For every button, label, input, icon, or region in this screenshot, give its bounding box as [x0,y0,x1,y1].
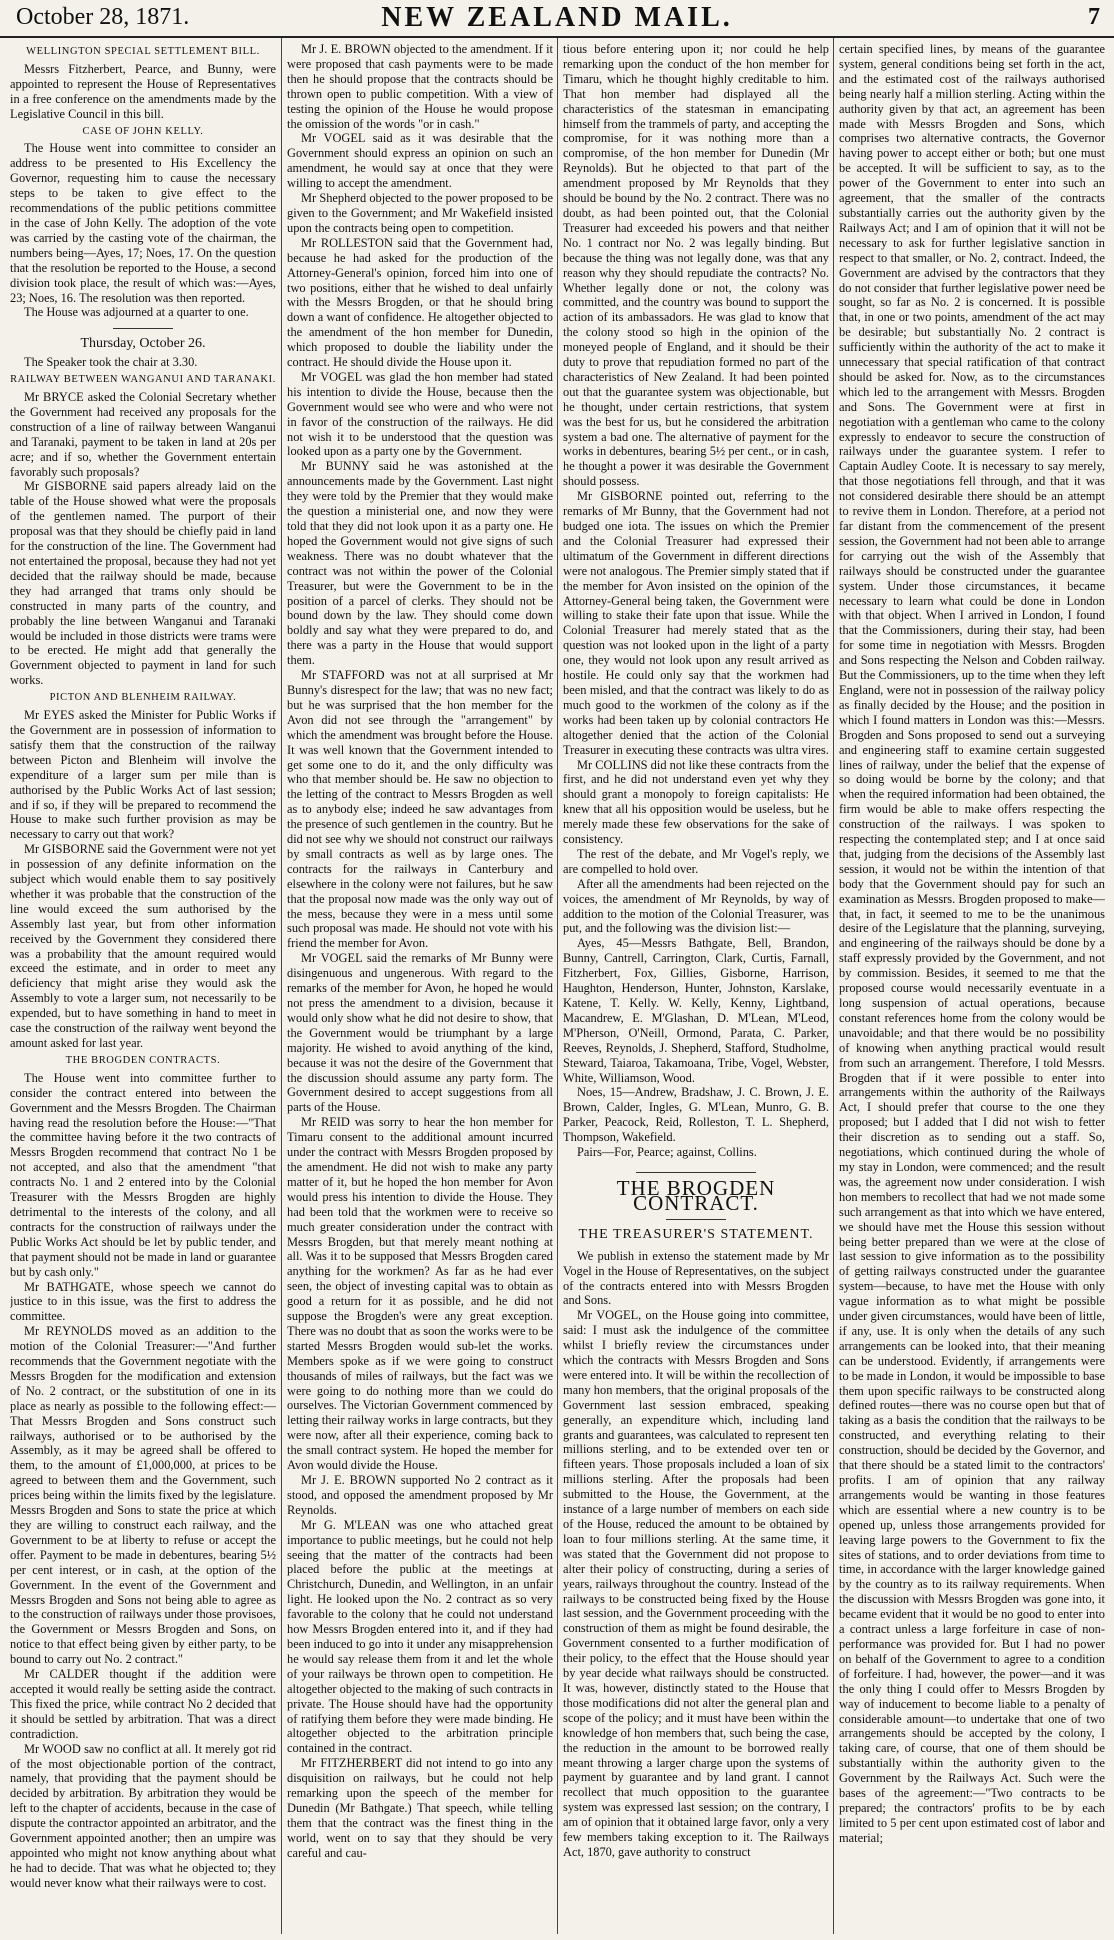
paragraph: tious before entering upon it; nor could he help remarking upon the conduct of the hon member for Timaru, which he thought highly creditable to him. That hon member had displayed all the characteristics of the statesman in emancipating himself from the trammels of party, and accepting the compromise, for it was nothing more than a compromise, of the hon member for Dunedin (Mr Reynolds). But he objected to that part of the amendment proposed by Mr Reynolds that they should be bound by the No. 2 contract. There was no doubt, as had been pointed out, that the Colonial Treasurer had exceeded his powers and that neither No. 1 contract nor No. 2 was legally binding. But because the thing was not legally done, was that any reason why they should repudiate the contracts? No. Whether legally done or not, the colony was committed, and the country was bound to support the action of its ambassadors. He was glad to know that the colony stood so high in the opinion of the moneyed people of England, and it should be their duty to prove that repudiation formed no part of the characteristics of New Zealand. It had been pointed out that the guarantee system was objectionable, but he thought, under certain restrictions, that system was the best for us, but he considered the arbitration system a bad one. The alternative of payment for the works in debentures, bearing 5½ per cent., or in cash, he thought a power it was desirable the Government should possess. [563,42,829,489]
section-heading: THE BROGDEN CONTRACTS. [65,1054,221,1066]
paragraph: Mr STAFFORD was not at all surprised at Mr Bunny's disrespect for the law; that was no new fact; but he was surprised that the hon member for the Avon did not see through the "arrangement" by which the amendment was brought before the House. It was well known that the Government intended to get some one to do it, and the only difficulty was who that member should be. He saw no objection to the letting of the contract to Messrs Brogden as well as to anybody else; indeed he saw advantages from the presence of such gentlemen in the country. But he did not see why we should not construct our railways by small contracts as well as by large ones. The contracts for the railways in Canterbury and elsewhere in the colony were not failures, but he saw that the proposal now made was the only way out of the mess, because they were in a mess until some such proposal was made. He should not vote with his friend the member for Avon. [287,668,553,951]
paragraph: Mr COLLINS did not like these contracts from the first, and he did not understand even yet why they should grant a monopoly to foreign capitalists: He knew that all his opposition would be useless, but he merely made these few observations for the sake of consistency. [563,757,829,847]
separator-rule [636,1172,756,1173]
paragraph: Mr GISBORNE said the Government were not yet in possession of any definite information on the subject which would enable them to say positively whether it was probable that the construction of the line would exceed the sum authorised by the Assembly last year, but from other information received by the Government they considered there was a probability that the amount required would exceed the estimate, and in order to meet any deficiency that might arise they would ask the Assembly to vote a larger sum, not necessarily to be expended, but to have something in hand to meet in case the construction of the railway went beyond the amount asked for last year. [10,842,276,1050]
paragraph: Mr BUNNY said he was astonished at the announcements made by the Government. Last night they were told by the Premier that they would make the question a ministerial one, and now they were told that they did not look upon it as a party one. He hoped the Government would not give signs of such weakness. There was no doubt whatever that the contract was not within the power of the Colonial Treasurer, but were the Government to be in the position of a parcel of clerks. They should not be bound down by the law. They should come down boldly and say what they were prepared to do, and there was a party in the House that would support them. [287,459,553,668]
paragraph: After all the amendments had been rejected on the voices, the amendment of Mr Reynolds, by way of addition to the motion of the Colonial Treasurer, was put, and the following was the division list:— [563,876,829,936]
paragraph: Mr CALDER thought if the addition were accepted it would really be setting aside the contract. This fixed the price, while contract No 2 decided that it should be settled by arbitration. That was a direct contradiction. [10,1667,276,1741]
paragraph: The House went into committee further to consider the contract entered into between the Government and the Messrs Brogden. The Chairman having read the resolution before the House:—"That the committee having before it the two contracts of Messrs Brogden recommend that contract No 1 be not accepted, and also that the amendment "that contracts No. 1 and 2 entered into by the Colonial Treasurer with the Messrs Brogden are highly detrimental to the interests of the colony, and all contracts for the construction of railways under the Public Works Act should be let by public tender, and that payment should not be made in land or guarantee but by cash only." [10,1070,276,1279]
paragraph: Mr VOGEL was glad the hon member had stated his intention to divide the House, because then the Government would see who were and who were not in favor of the construction of the railways. He did not wish it to be understood that the question was looked upon as a party one by the Government. [287,369,553,459]
paragraph: The Speaker took the chair at 3.30. [24,355,198,370]
section-heading: RAILWAY BETWEEN WANGANUI AND TARANAKI. [10,374,276,386]
paragraph: Mr Shepherd objected to the power proposed to be given to the Government; and Mr Wakefield insisted upon the contracts being open to competition. [287,191,553,235]
paragraph: Mr WOOD saw no conflict at all. It merely got rid of the most objectionable portion of the contract, namely, that providing that the payment should be decided by arbitration. By arbitration they would be left to the chapter of accidents, because in the case of dispute the contractor appointed an arbitrator, and the Government appointed another; then an umpire was appointed who might not know anything about what he had to decide. That was what he objected to; they would never know what their railways were to cost. [10,1741,276,1890]
paragraph: The House went into committee to consider an address to be presented to His Excellency the Governor, requesting him to cause the necessary steps to be taken to give effect to the recommendations of the public petitions committee in the case of John Kelly. The adoption of the vote was carried by the casting vote of the chairman, the numbers being—Ayes, 17; Noes, 17. On the question that the resolution be reported to the House, a second division took place, the result of which was:—Ayes, 23; Noes, 16. The resolution was then reported. [10,141,276,305]
masthead [0,0,1114,38]
column-rule [281,38,282,1934]
section-heading: PICTON AND BLENHEIM RAILWAY. [49,692,237,704]
column-rule [557,38,558,1934]
paragraph: certain specified lines, by means of the guarantee system, general conditions being set forth in the act, and the estimated cost of the railways authorised being nearly half a million sterling. Acting within the authority given by that act, an agreement has been made with Messrs Brogden and Sons, which comprises two alternative contracts, the Governor having power to accept either or both; but one must be accepted. It will be sufficient to say, as to the power of the Government to enter into such an agreement, that the smaller of the contracts substantially carries out the authority given by the Railways Act; and I am of opinion that it will not be necessary to ask for further legislative sanction in respect to that smaller, or No. 2, contract. Indeed, the Government are advised by the contractors that they do not consider that further legislative power need be sought, so far as No. 2 is concerned. It is possible that, in one or two points, amendment of the act may be desirable; but substantially No. 2 contract is sufficiently within the authority of the act to make it unnecessary that special ratification of that contract should be asked for. Now, as to the circumstances which led to the arrangement with Messrs. Brogden and Sons. The Government were at first in negotiation with a gentleman who came to the colony expressly to endeavor to secure the construction of railways under the guarantee system. I refer to Captain Audley Coote. It is necessary to say merely, that those negotiations fell through, and that it was not considered desirable there should be an attempt to revive them in London. Therefore, at a period not far distant from the commencement of the present session, the Government had not been able to arrange for carrying out the wish of the Assembly that railways should be constructed under the guarantee system. Under those circumstances, it became necessary to learn what could be done in London with that object. When I arrived in London, I found that the Commissioners, during their stay, had been for some time in negotiation with Messrs. Brogden and Sons respecting the Nelson and Cobden railway. But the Commissioners, up to the time when they left England, were not in possession of the railway policy as finally decided by the House; and the position in which I found matters in London was this:—Messrs. Brogden and Sons proposed to send out a surveying and engineering staff to examine certain suggested lines of railway, under the belief that the expense of so doing would be borne by the colony; and that when the required information had been obtained, the firm would be able to make offers respecting the construction of the railways. I was spoken to respecting the contemplated step; and I at once said that, judging from the decisions of the Assembly last session, it would not be within the intention of that body that the Government should pay for such an examination as Messrs. Brogden proposed to make—that, in fact, it seemed to me to be the unanimous desire of the Legislature that the planning, surveying, and engineering of the railways should be done by a staff expressly provided by the Government, and not by commission. Besides, it seemed to me that the proposed course would necessarily eventuate in a long suspension of actual operations, because constant references home from the colony would be unavoidable; and that there would be no possibility of knowing when anything practical would result from such an arrangement. Therefore, I told Messrs. Brogden that if it were possible to enter into arrangements within the authority of the Railways Act, I should prefer that course to the one they proposed; but I added that I did not wish to fetter their discretion as to sending out a staff. So, negotiations, which continued during the whole of my stay in London, were commenced; and the result was, the agreement now under consideration. I wish hon members to recollect that had we not made some such arrangement as that into which we have entered, we should have met the House this session without being better prepared than we were at the close of last session to give information as to the possibility of getting railways constructed under the guarantee system—because, to have met the House with only vague information as to what might be possible under given circumstances, would have been of little, if any, use. It is only when the details of any such arrangements can be looked into, that their meaning can be understood. Evidently, if arrangements were to be made in London, it would be impossible to base them upon specific railways to be constructed along defined routes—there was no course open but that of taking as a basis the condition that the railways to be constructed, and everything relating to their construction, should be decided by the Governor, and that there should be a stated limit to the contractors' profits. I am of opinion that any railway arrangements would be wanting in those features which are essential where a new country is to be opened up, unless those arrangements provided for leaving large powers to the Government to fix the sites of stations, and to order deviations from time to time, in accordance with the larger knowledge gained by the country as to its railway requirements. When the discussion with Messrs Brogden was gone into, it became evident that it would be no good to enter into a contract unless a large forfeiture in case of non-performance was provided for. But I had no power on behalf of the Government to agree to a condition of forfeiture. I had, however, the power—and it was the only thing I could offer to Messrs Brogden by way of inducement to become liable to a penalty of considerable amount—to undertake that one of two arrangements should be accepted by the colony, I taking care, of course, that one of them should be substantially within the authority given to the Government by the Railways Act. Such were the bases of the agreement:—"Two contracts to be prepared; the contractors' profits to be by each limited to 5 per cent upon estimated cost of labor and material; [839,42,1105,1845]
paragraph: Messrs Fitzherbert, Pearce, and Bunny, were appointed to represent the House of Representatives in a free conference on the amendments made by the Legislative Council in this bill. [10,61,276,121]
paragraph: Mr ROLLESTON said that the Government had, because he had asked for the production of the Attorney-General's opinion, forced him into one of two positions, either that he wished to deal unfairly with the Messrs Brogden, or that he should bring down a want of confidence. He altogether objected to the amendment of the hon member for Dunedin, which proposed to double the liability under the contract. He should divide the House upon it. [287,235,553,370]
paragraph: Noes, 15—Andrew, Bradshaw, J. C. Brown, J. E. Brown, Calder, Ingles, G. M'Lean, Munro, G. B. Parker, Peacock, Reid, Rolleston, T. L. Shepherd, Thompson, Wakefield. [563,1085,829,1145]
paragraph: Mr G. M'LEAN was one who attached great importance to public meetings, but he could not help seeing that the matter of the contracts had been placed before the public at the meetings at Christchurch, Dunedin, and Wellington, in an unfair light. He looked upon the No. 2 contract as so very favorable to the colony that he could not understand how Messrs Brogden entered into it, and if they had been induced to go into it under any misapprehension he would say release them from it and let the whole of your railways be thrown open to competition. He altogether objected to the making of such contracts in private. The House should have had the opportunity of ratifying them before they were made binding. He altogether objected to the arbitration principle contained in the contract. [287,1517,553,1756]
article-subtitle: THE TREASURER'S STATEMENT. [578,1226,814,1242]
paragraph: The House was adjourned at a quarter to one. [24,305,249,320]
separator-rule [113,328,173,329]
section-heading: CASE OF JOHN KELLY. [82,125,204,137]
paragraph: Mr J. E. BROWN objected to the amendment. If it were proposed that cash payments were to be made then he should propose that the contracts should be thrown open to public competition. With a view of testing the opinion of the House he would propose the omission of the words "or in cash." [287,42,553,131]
paragraph: The rest of the debate, and Mr Vogel's reply, we are compelled to hold over. [563,846,829,876]
paragraph: Mr BRYCE asked the Colonial Secretary whether the Government had received any proposals for the construction of a line of railway between Wanganui and Taranaki, payment to be taken in land at 20s per acre; and if so, whether the Government entertain favorably such proposals? [10,390,276,479]
paragraph: Mr BATHGATE, whose speech we cannot do justice to in this issue, was the first to address the committee. [10,1279,276,1324]
separator-rule [666,1219,726,1220]
page-number: 7 [1088,4,1100,30]
article-title: THE BROGDEN CONTRACT. [616,1175,776,1215]
paragraph: Mr VOGEL said as it was desirable that the Government should express an opinion on such an amendment, he would say at once that they were willing to accept the amendment. [287,131,553,191]
newspaper-title: NEW ZEALAND MAIL. [381,2,733,33]
section-heading: WELLINGTON SPECIAL SETTLEMENT BILL. [26,46,260,57]
column-3 [563,42,829,1932]
paragraph: Mr FITZHERBERT did not intend to go into any disquisition on railways, but he could not help remarking upon the speech of the member for Dunedin (Mr Bathgate.) That speech, while telling them that the contract was the finest thing in the world, went on to say that they should be very careful and cau- [287,1756,553,1860]
paragraph: Mr REYNOLDS moved as an addition to the motion of the Colonial Treasurer:—"And further recommends that the Government negotiate with the Messrs Brogden for the modification and extension of No. 2 contract, or the substitution of one in its place as nearly as possible to the following effect:—That Messrs Brogden and Sons construct such railways, authorised or to be authorised by the Assembly, as it may be agreed shall be offered to them, to the amount of £1,000,000, at prices to be agreed to between them and the Government, such prices being within the limits fixed by the legislature. Messrs Brogden and Sons to state the price at which they are willing to construct each railway, and the Government to be at liberty to refuse or accept the offer. Payment to be made in debentures, bearing 5½ per cent interest, or in cash, at the option of the Government. In the event of the Government and Messrs Brogden and Sons not being able to agree as to the construction of railways under those provisoes, the Government or Messrs Brogden and Sons, on notice to that effect being given by either party, to be bound to carry out No. 2 contract." [10,1324,276,1667]
paragraph: We publish in extenso the statement made by Mr Vogel in the House of Representatives, on the subject of the contracts entered into with Messrs Brogden and Sons. [563,1248,829,1308]
paragraph: Mr VOGEL said the remarks of Mr Bunny were disingenuous and ungenerous. With regard to the remarks of the member for Avon, he hoped he would not press the amendment to a division, because it would only show what he did not desire to show, that the Government would be triumphant by a large majority. He wished to avoid anything of the kind, because it was not the desire of the Government that the discussion should assume any party form. The Government desired to accept suggestions from all parts of the House. [287,951,553,1115]
issue-date: October 28, 1871. [16,4,190,30]
column-4 [839,42,1105,1932]
paragraph: Mr VOGEL, on the House going into committee, said: I must ask the indulgence of the committee whilst I briefly review the circumstances under which the contracts with Messrs Brogden and Sons were entered into. It will be within the recollection of many hon members, that the original proposals of the Government last session embraced, speaking generally, an expenditure which, including land grants and guarantees, was calculated to represent ten millions sterling, and to be extended over ten or fifteen years. Those proposals included a loan of six millions sterling. After the proposals had been submitted to the House, the Government, at the instance of a large number of members on each side of the House, reduced the amount to be obtained by loan to four millions sterling. At the same time, it was stated that the Government did not propose to alter their policy of constructing, during a series of years, railways throughout the country. Instead of the railways to be constructed being fixed by the House last session, and the Government proceeding with the construction of them as might be found desirable, the Government consented to a further modification of their policy, to the effect that the House should year by year decide what railways should be constructed. It was, however, distinctly stated to the House that those modifications did not alter the general plan and scope of the policy; and it must have been within the knowledge of hon members that, such being the case, the reduction in the amount to be borrowed really meant throwing a larger charge upon the systems of payment by guarantee and by land grant. I cannot recollect that much opposition to the guarantee system was expressed last session; on the contrary, I am of opinion that it obtained large favor, only a very few members taking exception to it. The Railways Act, 1870, gave authority to construct [563,1308,829,1859]
column-rule [833,38,834,1934]
paragraph: Mr J. E. BROWN supported No 2 contract as it stood, and opposed the amendment proposed by Mr Reynolds. [287,1473,553,1517]
paragraph: Mr REID was sorry to hear the hon member for Timaru consent to the additional amount incurred under the contract with Messrs Brogden proposed by the amendment. He did not wish to make any party matter of it, but he hoped the hon member for Avon would press his intention to divide the House. They had been told that the workmen were to receive so much greater consideration under the contract with Messrs Brogden, but that merely meant nothing at all. Was it to be supposed that Messrs Brogden cared anything for the workmen? As far as he had ever seen, the object of investing capital was to obtain as good a return for it as possible, and he did not suppose the Brogden's were any great exception. There was no doubt that as soon the works were to be started Messrs Brogden would sub-let the works. Members spoke as if we were going to construct thousands of miles of railways, but the fact was we were going to do nothing more than we could do ourselves. The Victorian Government commenced by letting their railway works in large contracts, but they were now, after all their experience, coming back to the small contract system. He hoped the member for Avon would divide the House. [287,1115,553,1473]
column-2 [287,42,553,1932]
paragraph: Mr EYES asked the Minister for Public Works if the Government are in possession of information to satisfy them that the construction of the railway between Picton and Blenheim will involve the expenditure of a larger sum per mile than is authorised by the Public Works Act of last session; and if so, if they will be prepared to recommend the House to make such further provision as may be necessary to carry out that work? [10,708,276,842]
paragraph: Pairs—For, Pearce; against, Collins. [577,1145,757,1160]
column-1 [10,42,276,1932]
paragraph: Ayes, 45—Messrs Bathgate, Bell, Brandon, Bunny, Cantrell, Carrington, Clark, Curtis, Farnall, Fitzherbert, Fox, Gillies, Gisborne, Harrison, Haughton, Henderson, Hunter, Johnston, Karslake, Katene, T. Kelly. W. Kelly, Kenny, Lightband, Macandrew, E. M'Glashan, D. M'Lean, M'Leod, M'Pherson, O'Neill, Ormond, Parata, C. Parker, Reeves, Reynolds, J. Shepherd, Stafford, Studholme, Steward, Taiaroa, Takamoana, Tribe, Vogel, Webster, White, Williamson, Wood. [563,936,829,1085]
paragraph: Mr GISBORNE pointed out, referring to the remarks of Mr Bunny, that the Government had not budged one iota. The issues on which the Premier and the Colonial Treasurer had expressed their ultimatum of the Government in different directions were not analogous. The Premier simply stated that if the member for Avon insisted on the opinion of the Attorney-General being taken, the Government were willing to stake their fate upon that issue. While the Colonial Treasurer had merely stated that as the question was not looked upon in the light of a party one, they would not look upon any result arrived as hostile. He could only say that the workmen had been misled, and that the contract was likely to do as much good to the workmen of the colony as if the works had been taken up by colonial contractors He altogether denied that the action of the Colonial Treasurer in executing these contracts was ultra vires. [563,489,829,757]
paragraph: Mr GISBORNE said papers already laid on the table of the House showed what were the proposals of the gentlemen named. The purport of their proposal was that they should be chiefly paid in land for the construction of the line. The Government had not entertained the proposal, because they had not yet decided that the railway should be made, because they had arranged that trams only should be constructed in many parts of the country, and probably the line between Wanganui and Taranaki would be included in those districts were trams were to be erected. He might add that generally the Government objected to payment in land for such works. [10,479,276,688]
day-heading: Thursday, October 26. [80,336,206,352]
